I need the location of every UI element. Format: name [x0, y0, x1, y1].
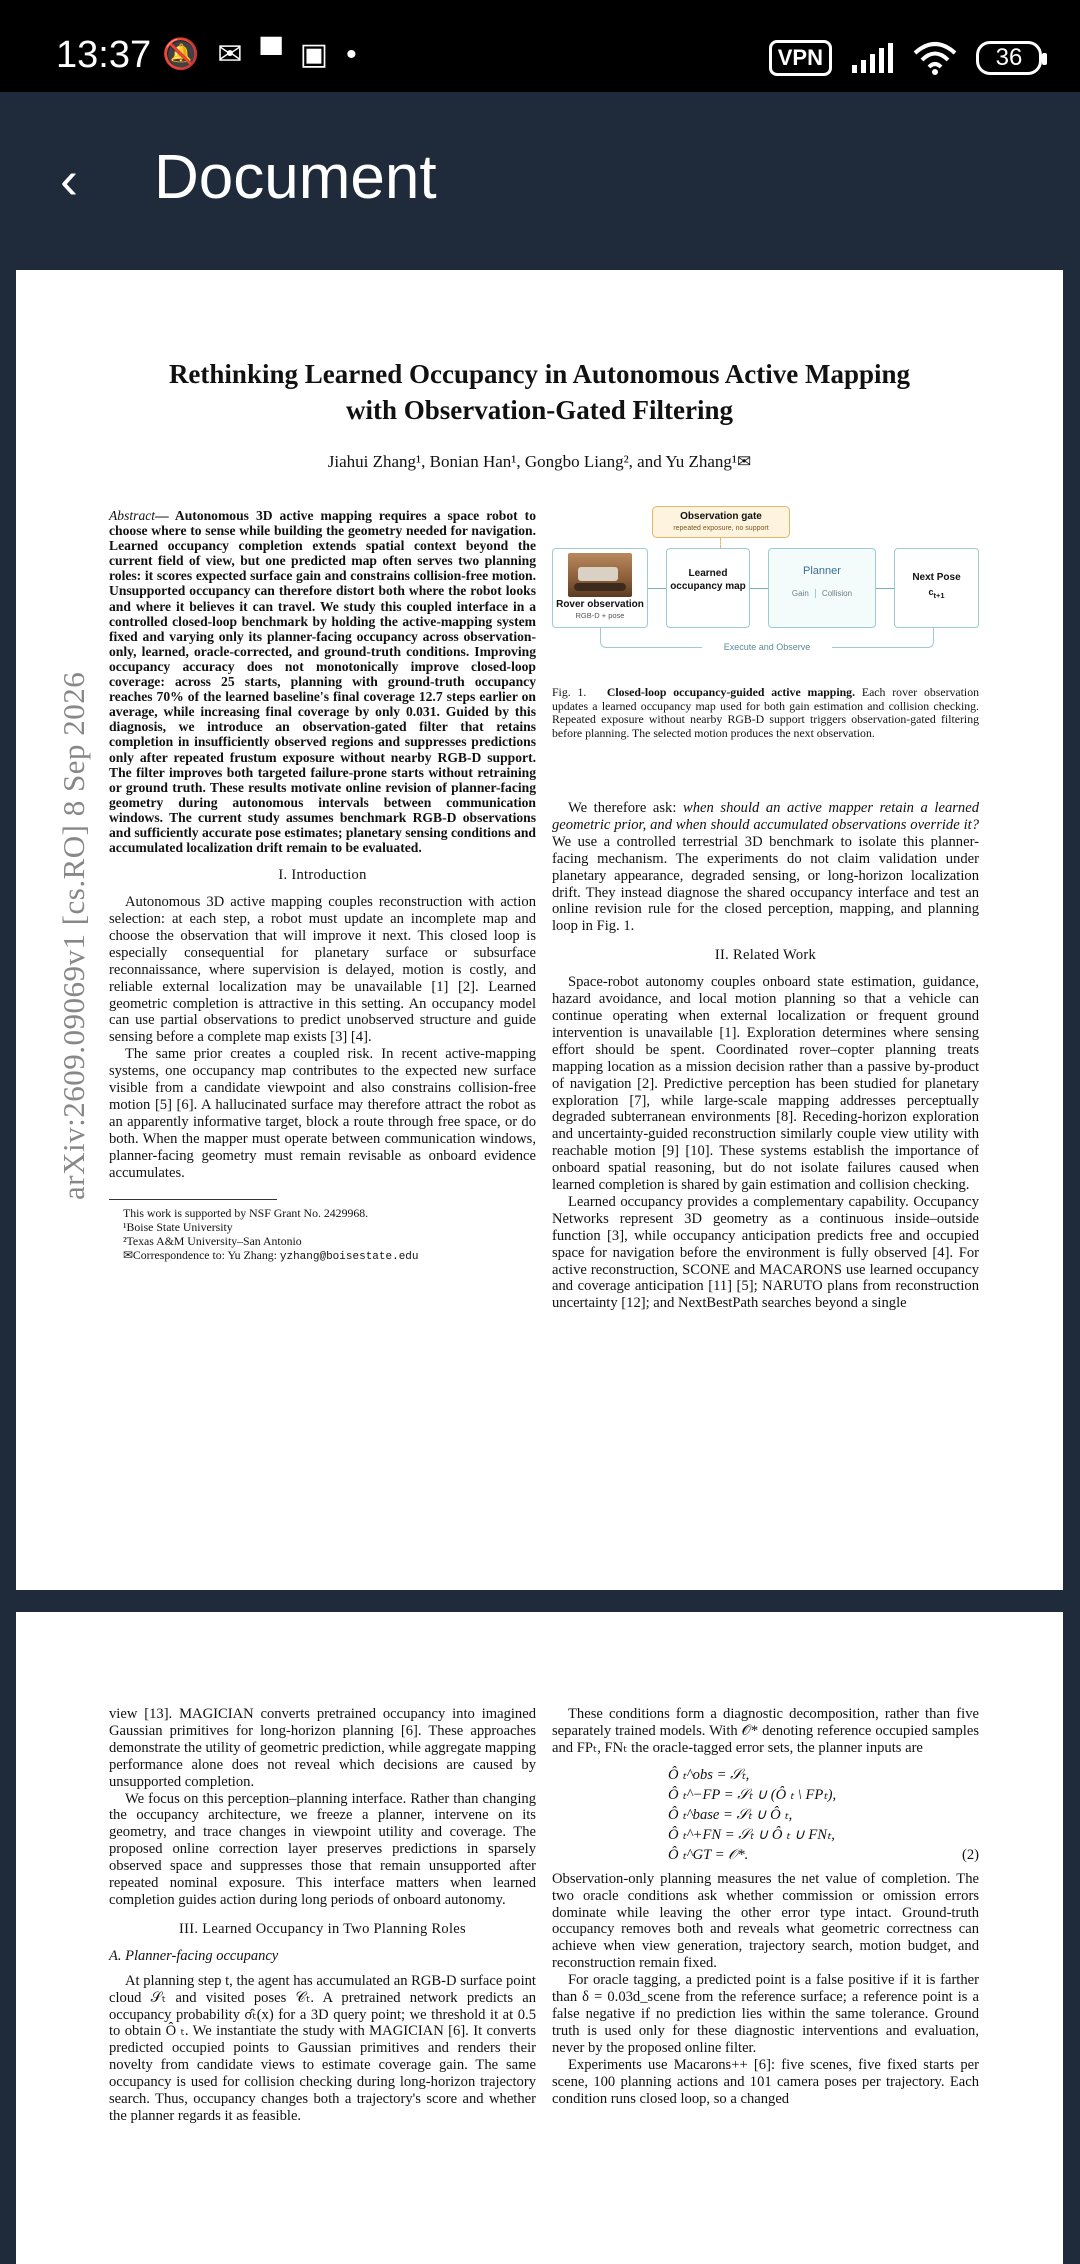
intro-paragraph-1: Autonomous 3D active mapping couples reconstruction with action selection: at each step, a robot must update an incomplete map and choose the observation that will improve it next. This closed loop is especially consequential for planetary surface or subsurface reconnaissance, where supervision is delayed, motion is costly, and reliable external localization may be unavailable [1] [2]. Learned geometric completion is attractive in this setting. An occupancy model can use partial observations to predict unobserved structure and guide sensing before a complete map exists [3] [4].	[109, 894, 536, 1046]
equation-line-base: Ô ₜ^base = 𝒮ₜ ∪ Ô ₜ,	[668, 1806, 793, 1823]
caption-text: Each rover observation updates a learned occupancy map used for both gain estimation and collision checking. Repeated exposure without nearby RGB-D support triggers observation-gated filtering before planning. The selected motion produces the next observation.	[552, 685, 979, 740]
page2-paragraph-2: We focus on this perception–planning interface. Rather than changing the occupancy architecture, we freeze a planner, intervene on its geometry, and trace changes in viewpoint utility and coverage. The proposed online correction layer preserves predictions in sparsely observed space and suppresses those that remain unsupported after repeated nominal exposure. This interface matters when learned completion guides action during long periods of onboard autonomy.	[109, 1790, 536, 1908]
document-page-2	[16, 1612, 1063, 2264]
loop-label: Execute and Observe	[702, 642, 832, 652]
subsection-heading-planner-facing: A. Planner-facing occupancy	[109, 1947, 279, 1964]
mute-icon: 🔕	[162, 38, 200, 71]
status-time: 13:37	[56, 34, 152, 76]
next-pose-symbol: $c_{t+1}$	[928, 587, 945, 600]
figure-1-caption	[552, 686, 979, 740]
battery-icon: 36	[976, 41, 1042, 75]
arrow-1	[648, 588, 666, 589]
gate-title: Observation gate	[680, 511, 762, 522]
section-heading-introduction: I. Introduction	[278, 867, 367, 884]
gate-subtitle: repeated exposure, no support	[673, 525, 769, 532]
caption-label: Fig. 1.	[552, 685, 587, 699]
caption-title: Closed-loop occupancy-guided active mapping.	[606, 685, 856, 699]
related-work-paragraph-1: Space-robot autonomy couples onboard state estimation, guidance, hazard avoidance, and local motion planning so that a vehicle can continue operating when external localization or frequent ground intervention is unavailable [1]. Exploration determines where sensing effort should be spent. Coordinated rover–copter planning treats mapping location as a mission decision rather than a passive by-product of navigation [2]. Predictive perception has been studied for planetary exploration [7], while large-scale mapping addresses perceptually degraded subterranean environments [8]. Receding-horizon exploration and uncertainty-guided reconstruction similarly couple view utility with reachable motion [9] [10]. These systems establish the importance of onboard spatial reasoning, but do not isolate failures caused when learned completion is shared by gain estimation and collision checking.	[552, 974, 979, 1194]
abstract-label: Abstract	[109, 508, 156, 523]
next-pose-title: Next Pose	[912, 572, 961, 583]
status-bar	[0, 0, 1080, 92]
equation-number: (2)	[961, 1846, 979, 1863]
research-question-paragraph: We therefore ask: when should an active mapper retain a learned geometric prior, and when should accumulated observations override it? We use a controlled terrestrial 3D benchmark to isolate this planner-facing mechanism. The experiments do not claim validation under planetary appearance, degraded sensing, or long-horizon localization drift. They instead diagnose the shared occupancy interface and test an online revision rule for the closed perception, mapping, and planning loop in Fig. 1.	[552, 800, 979, 935]
page2-paragraph-3: At planning step t, the agent has accumulated an RGB-D surface point cloud 𝒮ₜ and visited poses 𝒞ₜ. A pretrained network predicts an occupancy probability σ̂ₜ(x) for a 3D query point; we threshold it at 0.5 to obtain Ô ₜ. We instantiate the study with MAGICIAN [6]. It converts predicted occupied points to Gaussian primitives and renders their novelty from candidate views to estimate coverage gain. The same occupancy is used for collision checking during long-horizon trajectory search. Thus, occupancy changes both a trajectory's score and whether the planner regards it as feasible.	[109, 1972, 536, 2124]
equation-line-minus-fp: Ô ₜ^−FP = 𝒮ₜ ∪ (Ô ₜ \ FPₜ),	[668, 1786, 837, 1803]
occupancy-map-box: Learned occupancy map	[666, 548, 750, 628]
rover-title: Rover observation	[556, 599, 644, 610]
left-column	[109, 508, 536, 1264]
planner-roles	[769, 589, 875, 598]
page2-left-column	[109, 1706, 536, 2125]
related-work-paragraph-2: Learned occupancy provides a complementary capability. Occupancy Networks represent 3D geometry as a continuous inside–outside function [3], while occupancy anticipation predicts free and occupied space for navigation before the environment is fully observed [4]. For active reconstruction, SCONE and MACARONS use learned occupancy and coverage anticipation [11] [5]; NARUTO plans from reconstruction uncertainty [12]; and NextBestPath searches beyond a single	[552, 1193, 979, 1312]
abstract-text: — Autonomous 3D active mapping requires a space robot to choose where to sense while building the geometry needed for navigation. Learned occupancy completion extends spatial context beyond the current field of view, but one predicted map often serves two planning roles: it scores expected surface gain and constrains collision-free motion. Unsupported occupancy can therefore distort both where the robot looks and where it believes it can travel. We study this coupled interface in a controlled closed-loop benchmark by holding the active-mapping system fixed and varying only its planner-facing occupancy across observation-only, learned, oracle-corrected, and ground-truth conditions. Improving occupancy accuracy does not monotonically improve closed-loop coverage: across 25 starts, planning with ground-truth occupancy reaches 70% of the learned baseline's final coverage 12.7 steps earlier on average, while increasing final coverage by only 0.031. Guided by this diagnosis, we introduce an observation-gated filter that retains completion in insufficiently observed regions and suppresses predictions only after repeated frustum exposure without nearby RGB-D support. The filter improves both targeted failure-prone starts without retraining or ground truth. These results motivate online revision of planner-facing geometry during autonomous intervals between communication windows. The current study assumes benchmark RGB-D observations and sufficiently accurate pose estimates; planetary sensing conditions and accumulated localization drift remain to be evaluated.	[109, 508, 536, 856]
oracle-tagging-paragraph: For oracle tagging, a predicted point is a false positive if it is farther than δ = 0.03d_scene from the reference surface; a reference point is a false negative if no prediction lies within the same tolerance. Ground truth is used only for these diagnostic interventions and evaluation, never by the proposed online filter.	[552, 1972, 979, 2056]
document-page-1	[16, 270, 1063, 1590]
research-question: when should an active mapper retain a learned geometric prior, and when should accumulated observations override it?	[552, 800, 979, 833]
gate-connector	[720, 538, 721, 548]
planner-gain: Gain	[791, 589, 809, 598]
paper-authors: Jiahui Zhang¹, Bonian Han¹, Gongbo Liang², and Yu Zhang¹✉	[327, 452, 752, 471]
abstract	[109, 508, 536, 855]
planner-box	[768, 548, 876, 628]
observation-gate-box	[652, 506, 790, 538]
experiments-paragraph: Experiments use Macarons++ [6]: five scenes, five fixed starts per scene, 100 planning actions and 101 camera poses per trajectory. Each condition runs closed loop, so a changed	[552, 2056, 979, 2107]
section-heading-learned-occupancy: III. Learned Occupancy in Two Planning Roles	[179, 1920, 466, 1937]
rover-observation-box	[552, 548, 648, 628]
correspondence-email[interactable]: yzhang@boisestate.edu	[279, 1251, 419, 1264]
status-icons	[162, 40, 357, 70]
conditions-paragraph: These conditions form a diagnostic decomposition, rather than five separately trained models. With 𝒪* denoting reference occupied samples and FPₜ, FNₜ the oracle-tagged error sets, the planner inputs are	[552, 1706, 979, 1756]
arrow-3	[876, 588, 894, 589]
planner-collision: Collision	[815, 589, 858, 598]
app-bar	[0, 92, 1080, 270]
section-heading-related-work: II. Related Work	[714, 947, 817, 964]
intro-paragraph-2: The same prior creates a coupled risk. In recent active-mapping systems, one occupancy map contributes to the expected new surface visible from a candidate viewpoint and also constrains collision-free motion [5] [6]. A hallucinated surface may therefore attract the robot as an apparently informative target, block a route through free space, or do both. When the mapper must operate between communication windows, planner-facing geometry must remain revisable as onboard evidence accumulates.	[109, 1046, 536, 1181]
terminal-icon: ▣	[299, 38, 329, 71]
back-button[interactable]: ‹	[60, 150, 78, 210]
status-right	[769, 40, 1042, 76]
equation-line-gt: Ô ₜ^GT = 𝒪*.	[668, 1846, 749, 1863]
paper-title-line1: Rethinking Learned Occupancy in Autonomous Active Mapping	[168, 359, 911, 389]
equation-line-obs: Ô ₜ^obs = 𝒮ₜ,	[668, 1766, 750, 1783]
gmail-icon: ✉	[217, 38, 243, 71]
app-title: Document	[154, 143, 437, 212]
observation-only-paragraph: Observation-only planning measures the net value of completion. The two oracle conditions ask whether commission or omission errors dominate while leaving the other error type intact. Ground-truth occupancy removes both and reveals what geometric correctness can achieve when view generation, trajectory search, motion budget, and reconstruction remain fixed.	[552, 1870, 979, 1972]
paper-title	[16, 356, 1063, 428]
dot-icon: •	[346, 38, 357, 71]
next-pose-box	[894, 548, 979, 628]
page2-right-column	[552, 1706, 979, 2107]
footnote-funding: This work is supported by NSF Grant No. 2429968.	[123, 1206, 369, 1221]
footnote-affiliation-2: ²Texas A&M University–San Antonio	[123, 1234, 302, 1249]
arxiv-identifier: arXiv:2609.09069v1 [cs.RO] 8 Sep 2026	[56, 671, 91, 1200]
wifi-icon	[912, 41, 958, 75]
figure-1	[552, 506, 979, 706]
footnote-rule	[109, 1199, 277, 1200]
planner-title: Planner	[803, 565, 841, 577]
signal-icon	[850, 43, 894, 73]
footnote-affiliation-1: ¹Boise State University	[123, 1220, 233, 1235]
rover-subtitle: RGB-D + pose	[575, 611, 625, 620]
page2-paragraph-1: view [13]. MAGICIAN converts pretrained occupancy into imagined Gaussian primitives for long-horizon planning [6]. These approaches demonstrate the utility of geometric prediction, while aggregate mapping performance alone does not reveal which decisions are caused by unsupported completion.	[109, 1706, 536, 1790]
arrow-2	[750, 588, 768, 589]
right-column	[552, 800, 979, 1312]
rover-image	[568, 553, 632, 597]
paper-title-line2: with Observation-Gated Filtering	[346, 395, 733, 425]
notification-icon: ▀	[260, 38, 282, 71]
equation-2	[552, 1765, 979, 1865]
footnote-correspondence: ✉Correspondence to: Yu Zhang: yzhang@boisestate.edu	[123, 1248, 419, 1264]
equation-line-plus-fn: Ô ₜ^+FN = 𝒮ₜ ∪ Ô ₜ ∪ FNₜ,	[668, 1826, 835, 1843]
vpn-badge: VPN	[769, 40, 832, 76]
